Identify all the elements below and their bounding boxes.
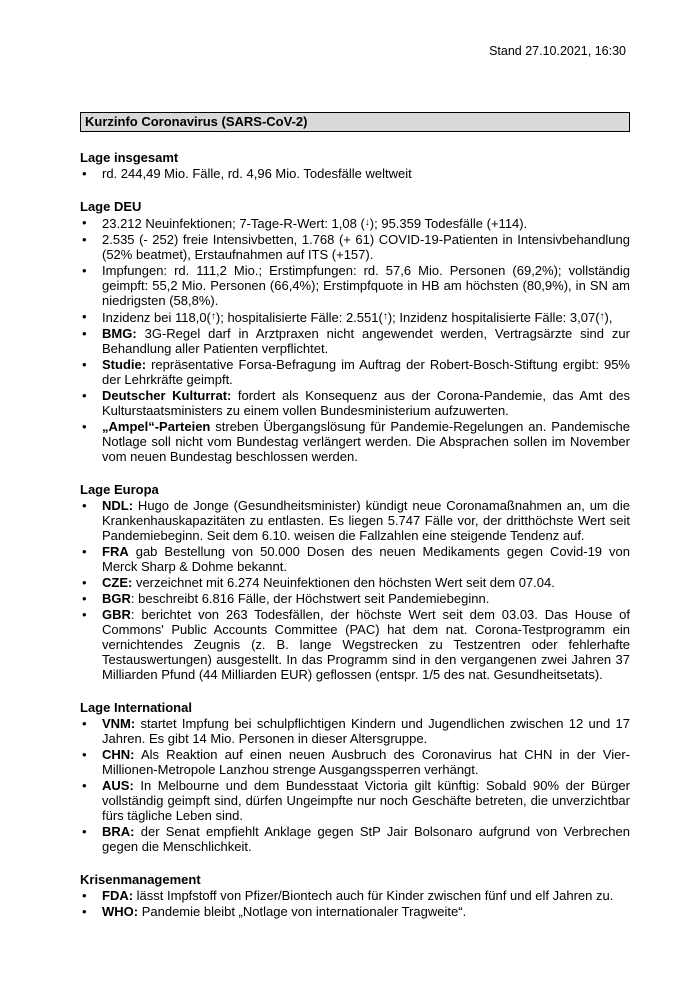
arrow-up-icon: ↑ [382,311,388,322]
item-text: Hugo de Jonge (Gesundheitsminister) kündigt neue Coronamaßnahmen an, um die Krankenhauskapazitäten zu entlasten. Es liegen 5.747 Fälle vor, der dritthöchste Wert seit Pandemiebeginn. Seit dem 6.10. weisen die Fallzahlen eine steigende Tendenz auf. [102,498,630,543]
list-item [80,419,630,464]
list-item [80,607,630,682]
list-item [80,326,630,356]
list-item [80,716,630,746]
item-text: In Melbourne und dem Bundesstaat Victoria gilt künftig: Sobald 90% der Bürger vollständig geimpft sind, dürfen Ungeimpfte nur noch Geschäfte betreten, die unverzichtbar fürs tägliche Leben sind. [102,778,630,823]
list-item [80,591,630,606]
item-text: der Senat empfiehlt Anklage gegen StP Jair Bolsonaro aufgrund von Verbrechen gegen die Menschlichkeit. [102,824,630,854]
list-item [80,824,630,854]
item-text: ), [604,310,613,325]
section-lage-deu [80,199,630,464]
item-label: NDL: [102,498,134,513]
item-label: „Ampel“-Parteien [102,419,211,434]
list-item [80,778,630,823]
item-text: ); 95.359 Todesfälle (+114). [369,216,528,231]
item-text: 3G-Regel darf in Arztpraxen nicht angewendet werden, Vertragsärzte sind zur Behandlung aller Patienten verpflichtet. [102,326,630,356]
item-text: lässt Impfstoff von Pfizer/Biontech auch für Kinder zwischen fünf und elf Jahren zu. [133,888,614,903]
list-item [80,388,630,418]
item-text: 23.212 Neuinfektionen; 7-Tage-R-Wert: 1,08 ( [102,216,365,231]
item-label: Deutscher Kulturrat: [102,388,232,403]
bullet-list [80,716,630,854]
list-item: • 2.535 (- 252) freie Intensivbetten, 1.768 (+ 61) COVID-19-Patienten in Intensivbehandlung (52% beatmet), Erstaufnahmen auf ITS (+157). [80,232,630,262]
section-heading: Lage International [80,700,192,715]
section-krisenmanagement [80,872,630,919]
item-text: ); Inzidenz hospitalisierte Fälle: 3,07( [387,310,600,325]
list-item [80,904,630,919]
item-label: FRA [102,544,129,559]
section-lage-international [80,700,630,854]
section-lage-insgesamt [80,150,630,181]
list-item: • Impfungen: rd. 111,2 Mio.; Erstimpfungen: rd. 57,6 Mio. Personen (69,2%); vollständig geimpft: 55,2 Mio. Personen (66,4%); Erstimpfquote in HB am höchsten (80,9%), in SN am niedrigsten (58,8%). [80,263,630,308]
item-label: GBR [102,607,131,622]
document-title: Kurzinfo Coronavirus (SARS-CoV-2) [80,112,630,132]
arrow-up-icon: ↑ [210,311,216,322]
list-item [80,309,630,325]
list-item [80,747,630,777]
item-label: BMG: [102,326,137,341]
status-date: Stand 27.10.2021, 16:30 [489,44,626,58]
section-heading: Lage Europa [80,482,159,497]
item-text: : beschreibt 6.816 Fälle, der Höchstwert seit Pandemiebeginn. [130,591,490,606]
list-item [80,888,630,903]
section-heading: Lage insgesamt [80,150,179,165]
list-item: • rd. 244,49 Mio. Fälle, rd. 4,96 Mio. Todesfälle weltweit [80,166,630,181]
item-text: gab Bestellung von 50.000 Dosen des neuen Medikaments gegen Covid-19 von Merck Sharp & Dohme bekannt. [102,544,630,574]
item-text: verzeichnet mit 6.274 Neuinfektionen den höchsten Wert seit dem 07.04. [132,575,555,590]
item-label: AUS: [102,778,134,793]
arrow-up-icon: ↑ [599,311,605,322]
item-text: streben Übergangslösung für Pandemie-Regelungen an. Pandemische Notlage soll nicht vom Bundestag verlängert werden. Die Absprachen sollen im November vom neuen Bundestag beschlossen werden. [102,419,630,464]
item-text: Inzidenz bei 118,0( [102,310,211,325]
item-label: Studie: [102,357,147,372]
list-item [80,357,630,387]
item-text: Pandemie bleibt „Notlage von internationaler Tragweite“. [138,904,467,919]
section-heading: Lage DEU [80,199,142,214]
bullet-list [80,215,630,464]
list-item [80,498,630,543]
list-item [80,544,630,574]
bullet-list [80,166,630,181]
item-label: FDA: [102,888,134,903]
item-label: CZE: [102,575,133,590]
section-heading: Krisenmanagement [80,872,201,887]
list-item [80,575,630,590]
section-lage-europa [80,482,630,682]
arrow-down-icon: ↓ [364,217,370,228]
bullet-list [80,888,630,919]
item-text: ); hospitalisierte Fälle: 2.551( [215,310,383,325]
list-item [80,215,630,231]
item-label: BRA: [102,824,135,839]
item-label: CHN: [102,747,135,762]
item-text: Als Reaktion auf einen neuen Ausbruch des Coronavirus hat CHN in der Vier-Millionen-Metropole Lanzhou strenge Ausgangssperren verhängt. [102,747,630,777]
bullet-list [80,498,630,682]
item-label: WHO: [102,904,139,919]
item-text: startet Impfung bei schulpflichtigen Kindern und Jugendlichen zwischen 12 und 17 Jahren. Es gibt 14 Mio. Personen in dieser Altersgruppe. [102,716,630,746]
item-text: : berichtet von 263 Todesfällen, der höchste Wert seit dem 03.03. Das House of Commons' Public Accounts Committee (PAC) hat dem nat. Corona-Testprogramm ein vernichtendes Zeugnis (z. B. lange Wegstrecken zu Testzentren oder fehlerhafte Testauswertungen) ausgestellt. In das Programm sind in den vergangenen zwei Jahren 37 Milliarden Pfund (44 Milliarden EUR) geflossen (entspr. 1/5 des nat. Gesundheitsetats). [102,607,630,682]
item-text: repräsentative Forsa-Befragung im Auftrag der Robert-Bosch-Stiftung ergibt: 95% der Lehrkräfte geimpft. [102,357,630,387]
item-text: fordert als Konsequenz aus der Corona-Pandemie, das Amt des Kulturstaatsministers zu einem vollen Bundesministerium aufzuwerten. [102,388,630,418]
item-label: VNM: [102,716,136,731]
item-label: BGR [102,591,131,606]
document-body [80,112,630,919]
